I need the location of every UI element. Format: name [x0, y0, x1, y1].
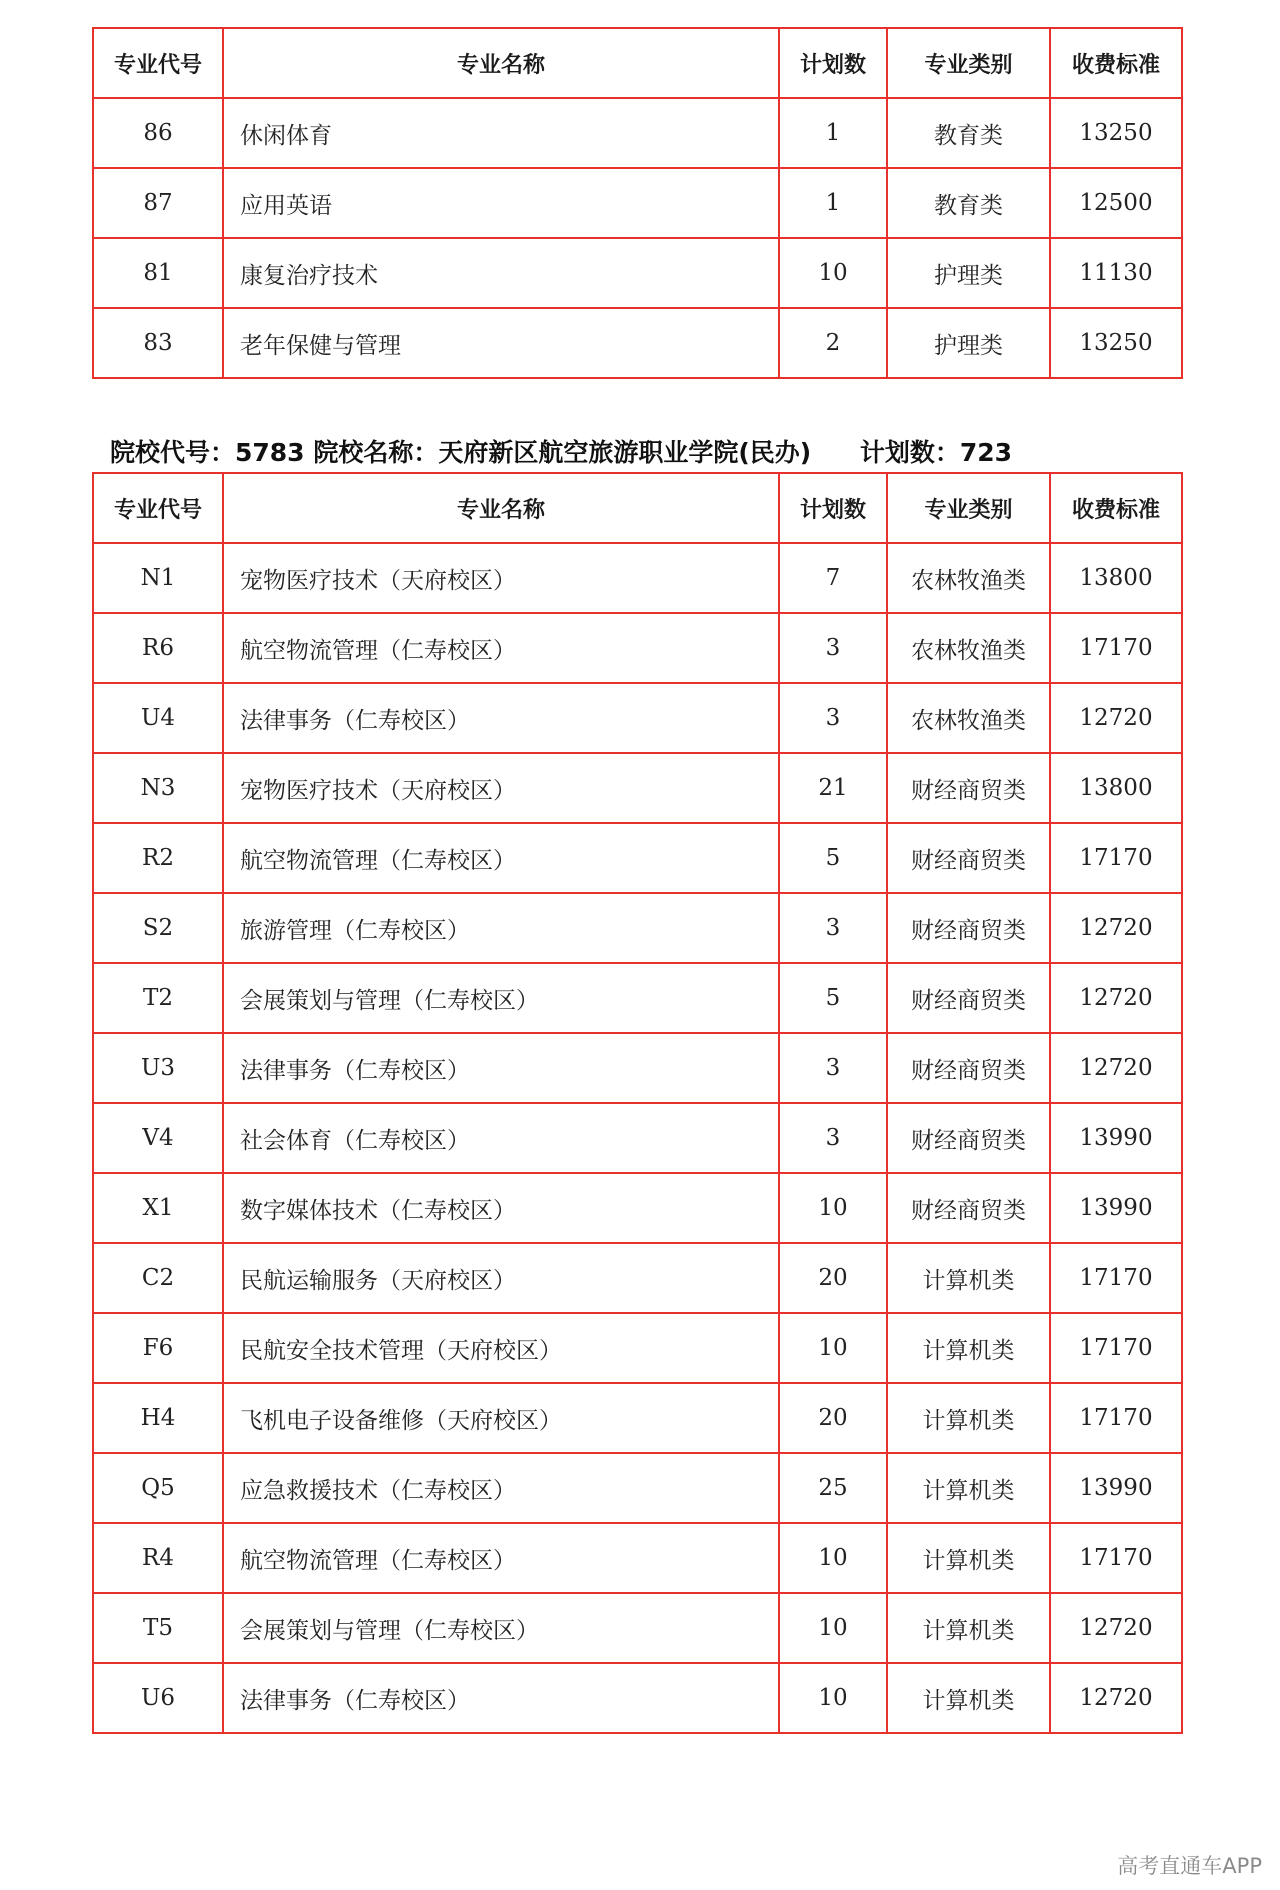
table-row	[93, 1033, 1182, 1103]
header-category: 专业类别	[887, 28, 1050, 98]
table-row	[93, 1383, 1182, 1453]
cell-count: 7	[779, 543, 887, 613]
table-row	[93, 1593, 1182, 1663]
header-code: 专业代号	[93, 28, 223, 98]
cell-code: F6	[93, 1313, 223, 1383]
cell-fee: 17170	[1050, 823, 1182, 893]
cell-category: 农林牧渔类	[887, 543, 1050, 613]
cell-code: N1	[93, 543, 223, 613]
cell-code: T5	[93, 1593, 223, 1663]
cell-name: 民航安全技术管理（天府校区）	[223, 1313, 779, 1383]
header-code: 专业代号	[93, 473, 223, 543]
cell-fee: 12720	[1050, 683, 1182, 753]
cell-code: S2	[93, 893, 223, 963]
cell-code: X1	[93, 1173, 223, 1243]
table-row	[93, 1523, 1182, 1593]
cell-fee: 13990	[1050, 1173, 1182, 1243]
table-row	[93, 683, 1182, 753]
table-row	[93, 168, 1182, 238]
table-row	[93, 1313, 1182, 1383]
cell-fee: 12720	[1050, 1663, 1182, 1733]
cell-code: C2	[93, 1243, 223, 1313]
header-name: 专业名称	[223, 28, 779, 98]
table-header-row	[93, 473, 1182, 543]
cell-count: 1	[779, 168, 887, 238]
cell-fee: 17170	[1050, 1383, 1182, 1453]
cell-code: U6	[93, 1663, 223, 1733]
table-row	[93, 753, 1182, 823]
table-row	[93, 543, 1182, 613]
cell-code: 81	[93, 238, 223, 308]
cell-count: 5	[779, 963, 887, 1033]
cell-name: 应用英语	[223, 168, 779, 238]
cell-fee: 12720	[1050, 1593, 1182, 1663]
cell-count: 2	[779, 308, 887, 378]
cell-code: H4	[93, 1383, 223, 1453]
cell-name: 法律事务（仁寿校区）	[223, 683, 779, 753]
header-count: 计划数	[779, 473, 887, 543]
table-row	[93, 613, 1182, 683]
cell-name: 社会体育（仁寿校区）	[223, 1103, 779, 1173]
cell-category: 教育类	[887, 168, 1050, 238]
cell-category: 财经商贸类	[887, 963, 1050, 1033]
cell-count: 20	[779, 1383, 887, 1453]
cell-fee: 17170	[1050, 1523, 1182, 1593]
header-name: 专业名称	[223, 473, 779, 543]
cell-category: 计算机类	[887, 1663, 1050, 1733]
cell-category: 财经商贸类	[887, 1173, 1050, 1243]
cell-code: 86	[93, 98, 223, 168]
cell-code: 87	[93, 168, 223, 238]
table-row	[93, 1663, 1182, 1733]
cell-code: R2	[93, 823, 223, 893]
cell-category: 计算机类	[887, 1523, 1050, 1593]
cell-name: 法律事务（仁寿校区）	[223, 1033, 779, 1103]
cell-count: 20	[779, 1243, 887, 1313]
cell-category: 计算机类	[887, 1243, 1050, 1313]
school-plan-count: 计划数：723	[859, 438, 1013, 467]
cell-count: 3	[779, 1103, 887, 1173]
cell-count: 10	[779, 1173, 887, 1243]
cell-name: 应急救援技术（仁寿校区）	[223, 1453, 779, 1523]
major-plan-table-1	[92, 27, 1183, 379]
cell-code: T2	[93, 963, 223, 1033]
table-row	[93, 1173, 1182, 1243]
cell-fee: 13250	[1050, 98, 1182, 168]
cell-count: 21	[779, 753, 887, 823]
cell-name: 宠物医疗技术（天府校区）	[223, 753, 779, 823]
table-row	[93, 98, 1182, 168]
table-row	[93, 893, 1182, 963]
cell-count: 10	[779, 1313, 887, 1383]
cell-count: 1	[779, 98, 887, 168]
table-row	[93, 238, 1182, 308]
cell-category: 财经商贸类	[887, 823, 1050, 893]
cell-category: 农林牧渔类	[887, 683, 1050, 753]
table-row	[93, 308, 1182, 378]
cell-name: 康复治疗技术	[223, 238, 779, 308]
cell-name: 航空物流管理（仁寿校区）	[223, 1523, 779, 1593]
cell-fee: 17170	[1050, 613, 1182, 683]
cell-category: 护理类	[887, 308, 1050, 378]
cell-fee: 12720	[1050, 893, 1182, 963]
cell-code: R4	[93, 1523, 223, 1593]
cell-fee: 13800	[1050, 753, 1182, 823]
cell-name: 法律事务（仁寿校区）	[223, 1663, 779, 1733]
cell-category: 农林牧渔类	[887, 613, 1050, 683]
header-count: 计划数	[779, 28, 887, 98]
cell-fee: 11130	[1050, 238, 1182, 308]
cell-fee: 12720	[1050, 963, 1182, 1033]
cell-code: 83	[93, 308, 223, 378]
cell-name: 数字媒体技术（仁寿校区）	[223, 1173, 779, 1243]
cell-fee: 13990	[1050, 1453, 1182, 1523]
cell-count: 5	[779, 823, 887, 893]
cell-code: U4	[93, 683, 223, 753]
cell-name: 宠物医疗技术（天府校区）	[223, 543, 779, 613]
cell-count: 10	[779, 238, 887, 308]
header-fee: 收费标准	[1050, 473, 1182, 543]
cell-name: 休闲体育	[223, 98, 779, 168]
header-category: 专业类别	[887, 473, 1050, 543]
cell-code: Q5	[93, 1453, 223, 1523]
table-row	[93, 1103, 1182, 1173]
cell-name: 民航运输服务（天府校区）	[223, 1243, 779, 1313]
cell-fee: 13990	[1050, 1103, 1182, 1173]
header-fee: 收费标准	[1050, 28, 1182, 98]
cell-category: 计算机类	[887, 1593, 1050, 1663]
cell-fee: 13250	[1050, 308, 1182, 378]
cell-category: 计算机类	[887, 1383, 1050, 1453]
table-row	[93, 963, 1182, 1033]
table-row	[93, 823, 1182, 893]
cell-name: 会展策划与管理（仁寿校区）	[223, 1593, 779, 1663]
cell-category: 计算机类	[887, 1453, 1050, 1523]
cell-count: 3	[779, 1033, 887, 1103]
cell-name: 会展策划与管理（仁寿校区）	[223, 963, 779, 1033]
cell-count: 10	[779, 1593, 887, 1663]
cell-count: 3	[779, 613, 887, 683]
watermark: 高考直通车APP	[1117, 1854, 1262, 1878]
cell-code: U3	[93, 1033, 223, 1103]
cell-fee: 17170	[1050, 1243, 1182, 1313]
cell-count: 3	[779, 683, 887, 753]
table-row	[93, 1243, 1182, 1313]
cell-count: 10	[779, 1663, 887, 1733]
cell-fee: 12720	[1050, 1033, 1182, 1103]
cell-category: 财经商贸类	[887, 1103, 1050, 1173]
cell-count: 3	[779, 893, 887, 963]
cell-name: 老年保健与管理	[223, 308, 779, 378]
school-code: 院校代号：5783	[110, 438, 305, 467]
cell-fee: 13800	[1050, 543, 1182, 613]
school-name: 院校名称：天府新区航空旅游职业学院(民办)	[313, 438, 812, 467]
school-info-line	[110, 433, 1170, 469]
cell-fee: 17170	[1050, 1313, 1182, 1383]
cell-category: 计算机类	[887, 1313, 1050, 1383]
cell-name: 航空物流管理（仁寿校区）	[223, 613, 779, 683]
table-header-row	[93, 28, 1182, 98]
cell-code: V4	[93, 1103, 223, 1173]
cell-category: 财经商贸类	[887, 893, 1050, 963]
cell-name: 旅游管理（仁寿校区）	[223, 893, 779, 963]
cell-category: 财经商贸类	[887, 753, 1050, 823]
cell-code: N3	[93, 753, 223, 823]
cell-name: 飞机电子设备维修（天府校区）	[223, 1383, 779, 1453]
cell-count: 10	[779, 1523, 887, 1593]
cell-fee: 12500	[1050, 168, 1182, 238]
cell-category: 财经商贸类	[887, 1033, 1050, 1103]
cell-category: 护理类	[887, 238, 1050, 308]
cell-count: 25	[779, 1453, 887, 1523]
major-plan-table-2	[92, 472, 1183, 1734]
table-row	[93, 1453, 1182, 1523]
cell-category: 教育类	[887, 98, 1050, 168]
cell-code: R6	[93, 613, 223, 683]
cell-name: 航空物流管理（仁寿校区）	[223, 823, 779, 893]
